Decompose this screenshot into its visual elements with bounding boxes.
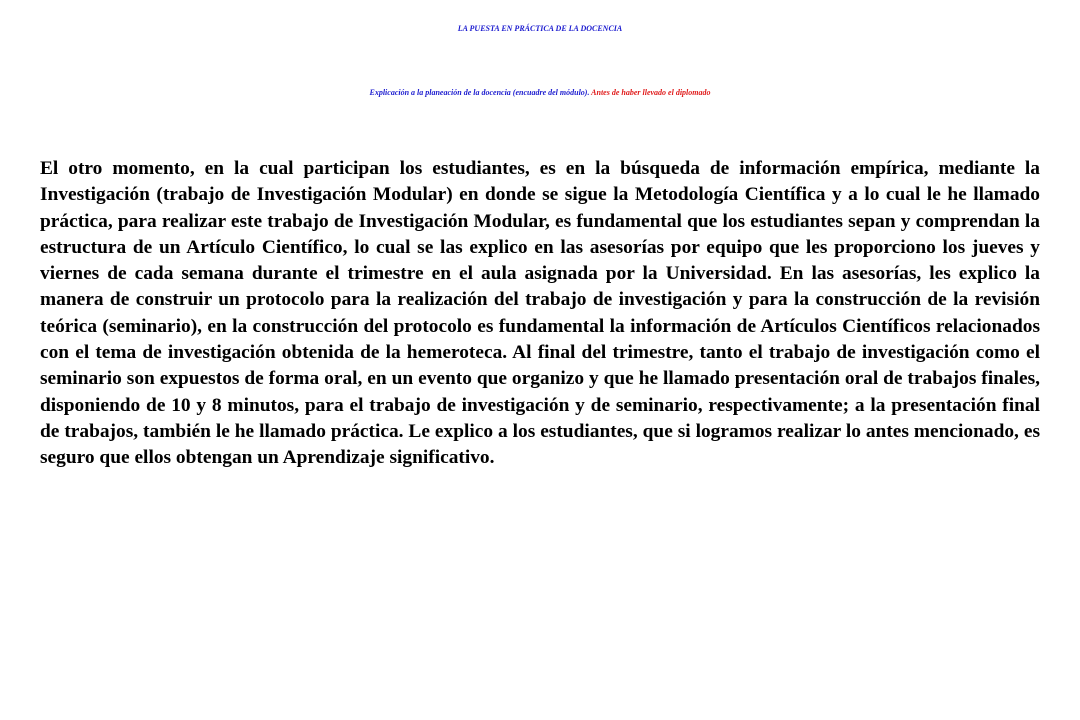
slide-subtitle [0, 88, 1080, 97]
subtitle-part-1: Explicación a la planeación de la docencia (encuadre del módulo). [369, 88, 590, 97]
body-paragraph: El otro momento, en la cual participan los estudiantes, es en la búsqueda de información empírica, mediante la Investigación (trabajo de Investigación Modular) en donde se sigue la Metodología Científica y a lo cual le he llamado práctica, para realizar este trabajo de Investigación Modular, es fundamental que los estudiantes sepan y comprendan la estructura de un Artículo Científico, lo cual se las explico en las asesorías por equipo que les proporciono los jueves y viernes de cada semana durante el trimestre en el aula asignada por la Universidad. En las asesorías, les explico la manera de construir un protocolo para la realización del trabajo de investigación y para la construcción de la revisión teórica (seminario), en la construcción del protocolo es fundamental la información de Artículos Científicos relacionados con el tema de investigación obtenida de la hemeroteca. Al final del trimestre, tanto el trabajo de investigación como el seminario son expuestos de forma oral, en un evento que organizo y que he llamado presentación oral de trabajos finales, disponiendo de 10 y 8 minutos, para el trabajo de investigación y de seminario, respectivamente; a la presentación final de trabajos, también le he llamado práctica. Le explico a los estudiantes, que si logramos realizar lo antes mencionado, es seguro que ellos obtengan un Aprendizaje significativo. [40, 158, 1040, 469]
subtitle-part-2: Antes de haber llevado el diplomado [591, 88, 711, 97]
slide-title: LA PUESTA EN PRÁCTICA DE LA DOCENCIA [457, 24, 623, 33]
